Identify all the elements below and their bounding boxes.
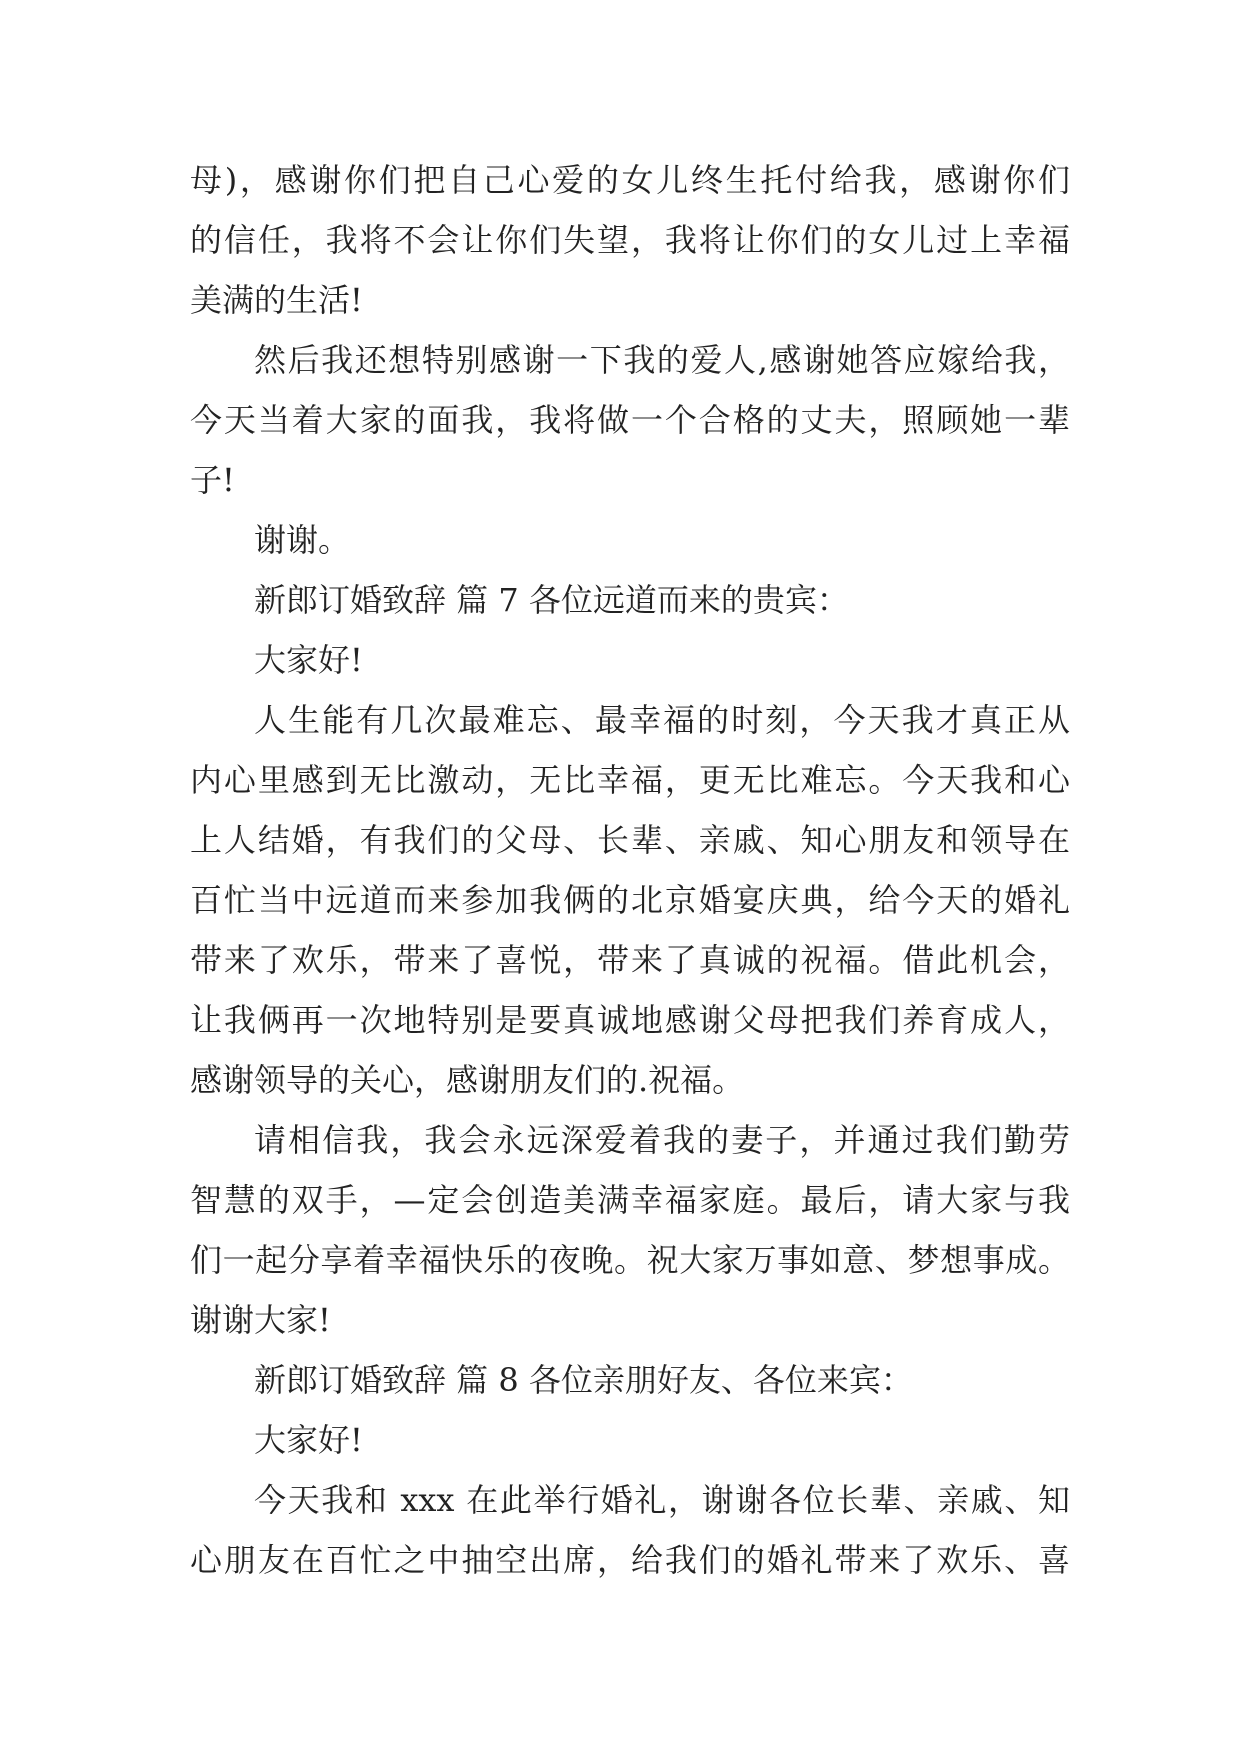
greeting: 大家好! [254, 641, 363, 679]
text-line: 心朋友在百忙之中抽空出席，给我们的婚礼带来了欢乐、喜 [190, 1541, 1070, 1579]
section-heading: 新郎订婚致辞 篇 7 各位远道而来的贵宾： [254, 581, 849, 619]
text-line: 子! [190, 461, 235, 499]
text-line: 的信任，我将不会让你们失望，我将让你们的女儿过上幸福 [190, 221, 1070, 259]
text-line: 内心里感到无比激动，无比幸福，更无比难忘。今天我和心 [190, 761, 1070, 799]
text-line: 今天当着大家的面我，我将做一个合格的丈夫，照顾她一辈 [190, 401, 1070, 439]
text-line: 人生能有几次最难忘、最幸福的时刻，今天我才真正从 [254, 701, 1070, 739]
document-page [190, 150, 1070, 1590]
text-line: 请相信我，我会永远深爱着我的妻子，并通过我们勤劳 [254, 1121, 1070, 1159]
text-line: 让我俩再一次地特别是要真诚地感谢父母把我们养育成人， [190, 1001, 1070, 1039]
text-line: 感谢领导的关心，感谢朋友们的.祝福。 [190, 1061, 745, 1099]
text-line: 谢谢。 [254, 521, 351, 559]
text-line: 们一起分享着幸福快乐的夜晚。祝大家万事如意、梦想事成。 [190, 1241, 1070, 1279]
text-line: 谢谢大家! [190, 1301, 331, 1339]
text-line: 上人结婚，有我们的父母、长辈、亲戚、知心朋友和领导在 [190, 821, 1070, 859]
text-line: 智慧的双手，—定会创造美满幸福家庭。最后，请大家与我 [190, 1181, 1070, 1219]
text-line: 带来了欢乐，带来了喜悦，带来了真诚的祝福。借此机会， [190, 941, 1070, 979]
section-heading: 新郎订婚致辞 篇 8 各位亲朋好友、各位来宾： [254, 1361, 913, 1399]
text-line: 母)，感谢你们把自己心爱的女儿终生托付给我，感谢你们 [190, 161, 1070, 199]
greeting: 大家好! [254, 1421, 363, 1459]
text-line: 百忙当中远道而来参加我俩的北京婚宴庆典，给今天的婚礼 [190, 881, 1070, 919]
text-line: 然后我还想特别感谢一下我的爱人,感谢她答应嫁给我， [254, 341, 1070, 379]
text-line: 今天我和 xxx 在此举行婚礼，谢谢各位长辈、亲戚、知 [254, 1481, 1070, 1519]
text-line: 美满的生活! [190, 281, 363, 319]
